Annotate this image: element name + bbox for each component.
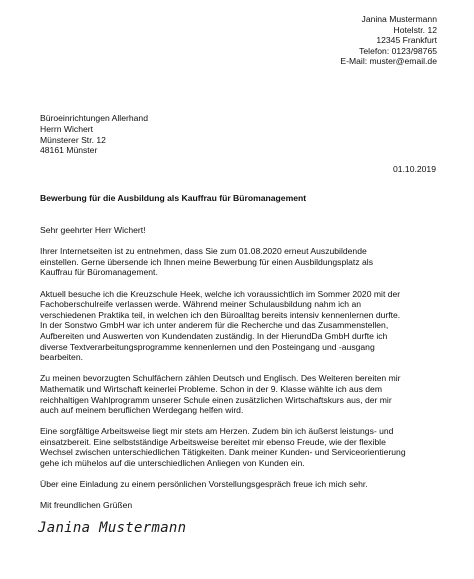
paragraph-strengths — [40, 426, 438, 468]
text-line: Eine sorgfältige Arbeitsweise liegt mir stets am Herzen. Zudem bin ich äußerst leistungs- und — [40, 426, 394, 437]
sender-street: Hotelstr. 12 — [393, 24, 437, 35]
letter-subject: Bewerbung für die Ausbildung als Kauffrau für Büromanagement — [40, 193, 307, 203]
paragraph-intro — [40, 246, 438, 278]
text-line: Aufbereiten und Auswerten von Kundendaten zuständig. In der HierundDa GmbH durfte ich — [40, 330, 388, 341]
text-line: diverse Textverarbeitungsprogramme kennenlernen und den Posteingang und -ausgang — [40, 341, 375, 352]
text-line: einstellen. Gerne übersende ich Ihnen meine Bewerbung für einen Ausbildungsplatz als — [40, 256, 373, 267]
text-line: einsatzbereit. Eine selbstständige Arbeitsweise bereitet mir ebenso Freude, wie der flexible — [40, 436, 386, 447]
letter-date: 01.10.2019 — [392, 164, 436, 174]
text-line: Zu meinen bevorzugten Schulfächern zählen Deutsch und Englisch. Des Weiteren bereiten mir — [40, 373, 401, 384]
text-line: gehe ich mühelos auf die unterschiedlichen Anliegen von Kunden ein. — [40, 458, 305, 469]
recipient-contact: Herrn Wichert — [40, 123, 94, 134]
text-line: In der Sonstwo GmbH war ich unter anderem für die Recherche und das Zusammenstellen, — [40, 320, 389, 331]
recipient-company: Büroeinrichtungen Allerhand — [40, 113, 148, 123]
text-line: Wechsel zwischen unterschiedlichen Tätigkeiten. Dank meiner Kunden- und Serviceorientierung — [40, 447, 406, 458]
closing: Mit freundlichen Grüßen — [40, 500, 133, 511]
text-line: Ihrer Internetseiten ist zu entnehmen, dass Sie zum 01.08.2020 erneut Auszubildende — [40, 246, 367, 257]
sender-email: E-Mail: muster@email.de — [340, 56, 437, 67]
recipient-address — [40, 113, 148, 156]
paragraph-education — [40, 289, 438, 363]
text-line: bearbeiten. — [40, 352, 84, 363]
sender-name: Janina Mustermann — [361, 14, 437, 24]
text-line: Aktuell besuche ich die Kreuzschule Heek, welche ich voraussichtlich im Sommer 2020 mit der — [40, 288, 401, 299]
recipient-street: Münsterer Str. 12 — [40, 134, 106, 145]
sender-phone: Telefon: 0123/98765 — [359, 45, 437, 56]
text-line: verschiedenen Praktika teil, in welchen ich den Büroalltag bereits intensiv kennenlernen durfte. — [40, 309, 401, 320]
recipient-city: 48161 Münster — [40, 145, 98, 156]
sender-address — [340, 14, 437, 67]
text-line: reichhaltigen Wahlprogramm unserer Schule einen zusätzlichen Wirtschaftskurs aus, der mir — [40, 394, 392, 405]
text-line: Über eine Einladung zu einem persönlichen Vorstellungsgespräch freue ich mich sehr. — [40, 479, 368, 490]
text-line: Mathematik und Wirtschaft keinerlei Probleme. Schon in der 9. Klasse wählte ich aus dem — [40, 383, 383, 394]
sender-city: 12345 Frankfurt — [376, 35, 437, 46]
text-line: auch auf meinem beruflichen Werdegang helfen wird. — [40, 405, 244, 416]
paragraph-subjects — [40, 373, 438, 415]
salutation: Sehr geehrter Herr Wichert! — [40, 225, 146, 235]
text-line: Fachoberschulreife verlassen werde. Während meiner Schulausbildung nahm ich an — [40, 299, 362, 310]
paragraph-invitation — [40, 479, 438, 490]
letter-body — [40, 225, 438, 522]
text-line: Kauffrau für Büromanagement. — [40, 267, 158, 278]
handwritten-signature: Janina Mustermann — [38, 520, 187, 536]
